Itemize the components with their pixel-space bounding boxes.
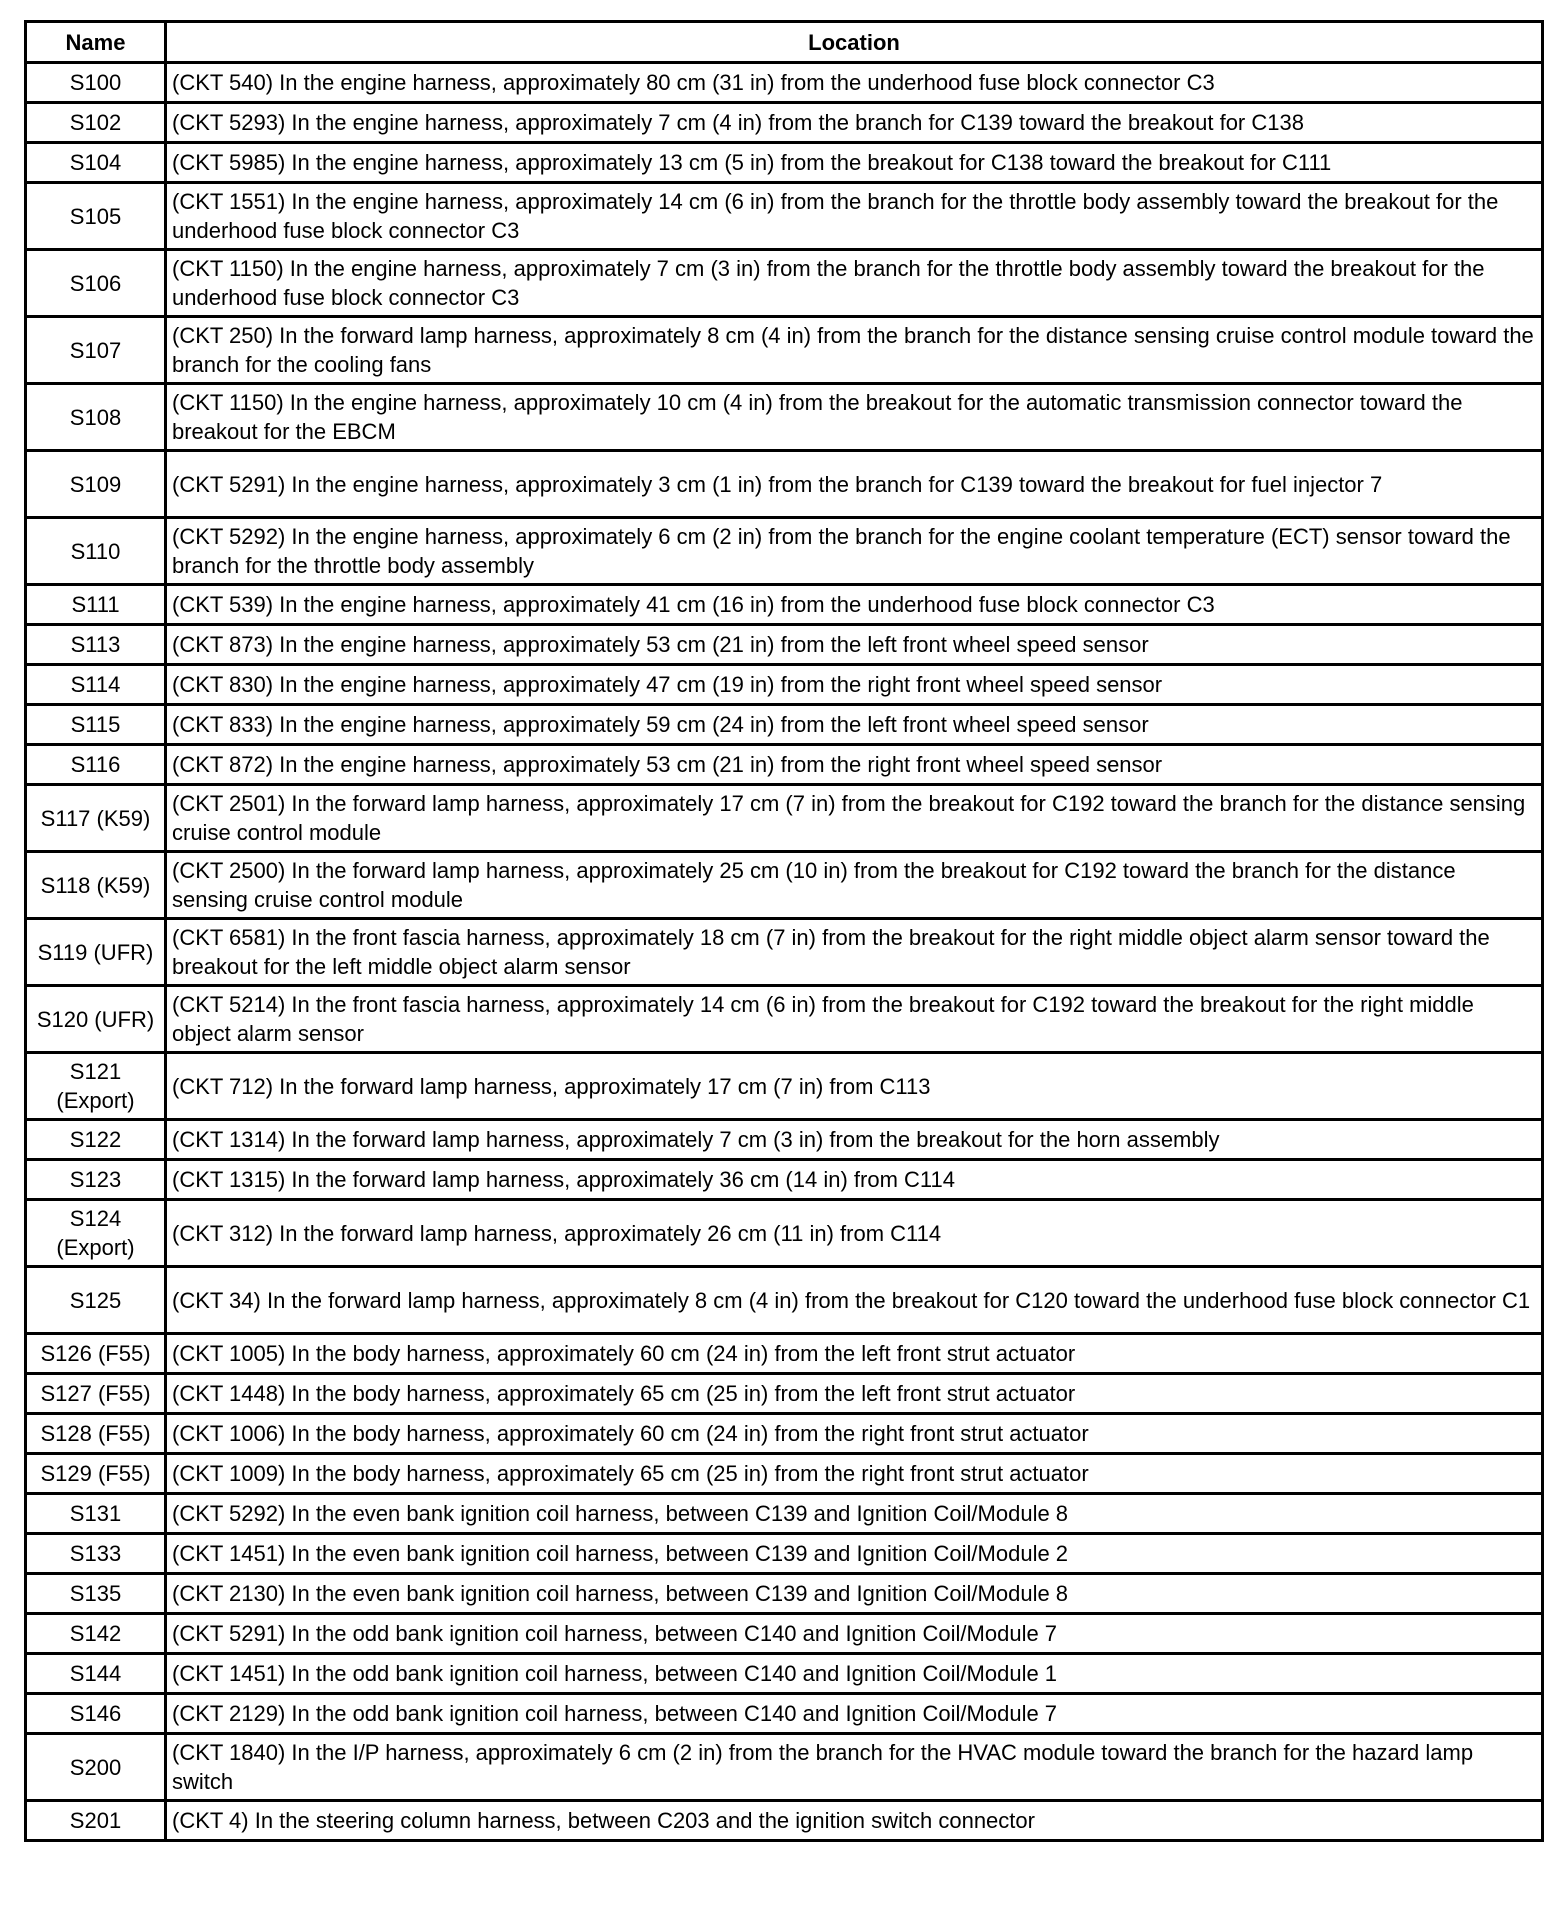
splice-name-cell: S133 xyxy=(26,1534,166,1574)
splice-location-cell: (CKT 1315) In the forward lamp harness, approximately 36 cm (14 in) from C114 xyxy=(166,1160,1543,1200)
splice-name-cell: S131 xyxy=(26,1494,166,1534)
splice-name-cell: S108 xyxy=(26,384,166,451)
table-row xyxy=(26,1334,1543,1374)
table-row xyxy=(26,1160,1543,1200)
splice-location-cell: (CKT 1006) In the body harness, approximately 60 cm (24 in) from the right front strut actuator xyxy=(166,1414,1543,1454)
table-row xyxy=(26,317,1543,384)
splice-name-cell: S115 xyxy=(26,705,166,745)
table-row xyxy=(26,852,1543,919)
splice-name-cell: S113 xyxy=(26,625,166,665)
splice-location-cell: (CKT 6581) In the front fascia harness, approximately 18 cm (7 in) from the breakout for the right middle object alarm sensor toward the breakout for the left middle object alarm sensor xyxy=(166,919,1543,986)
table-row xyxy=(26,1694,1543,1734)
splice-name-cell: S117 (K59) xyxy=(26,785,166,852)
splice-location-cell: (CKT 1314) In the forward lamp harness, approximately 7 cm (3 in) from the breakout for the horn assembly xyxy=(166,1120,1543,1160)
splice-name-cell: S114 xyxy=(26,665,166,705)
splice-name-cell: S125 xyxy=(26,1267,166,1334)
splice-location-cell: (CKT 5291) In the odd bank ignition coil harness, between C140 and Ignition Coil/Module 7 xyxy=(166,1614,1543,1654)
splice-name-cell: S144 xyxy=(26,1654,166,1694)
table-row xyxy=(26,745,1543,785)
table-row xyxy=(26,1120,1543,1160)
table-row xyxy=(26,384,1543,451)
splice-name-cell: S109 xyxy=(26,451,166,518)
splice-name-cell: S127 (F55) xyxy=(26,1374,166,1414)
table-body xyxy=(26,63,1543,1841)
table-row xyxy=(26,625,1543,665)
splice-name-cell: S118 (K59) xyxy=(26,852,166,919)
splice-location-cell: (CKT 1009) In the body harness, approximately 65 cm (25 in) from the right front strut actuator xyxy=(166,1454,1543,1494)
table-row xyxy=(26,1654,1543,1694)
table-row xyxy=(26,518,1543,585)
column-header-name: Name xyxy=(26,22,166,63)
table-row xyxy=(26,1414,1543,1454)
table-row xyxy=(26,1801,1543,1841)
table-row xyxy=(26,1614,1543,1654)
splice-location-cell: (CKT 4) In the steering column harness, between C203 and the ignition switch connector xyxy=(166,1801,1543,1841)
table-row xyxy=(26,1053,1543,1120)
splice-location-cell: (CKT 2500) In the forward lamp harness, approximately 25 cm (10 in) from the breakout for C192 toward the branch for the distance sensing cruise control module xyxy=(166,852,1543,919)
splice-name-cell: S142 xyxy=(26,1614,166,1654)
splice-location-cell: (CKT 830) In the engine harness, approximately 47 cm (19 in) from the right front wheel speed sensor xyxy=(166,665,1543,705)
splice-location-cell: (CKT 1448) In the body harness, approximately 65 cm (25 in) from the left front strut actuator xyxy=(166,1374,1543,1414)
table-row xyxy=(26,665,1543,705)
table-row xyxy=(26,986,1543,1053)
splice-name-cell: S135 xyxy=(26,1574,166,1614)
splice-location-cell: (CKT 1150) In the engine harness, approximately 7 cm (3 in) from the branch for the throttle body assembly toward the breakout for the underhood fuse block connector C3 xyxy=(166,250,1543,317)
splice-name-cell: S126 (F55) xyxy=(26,1334,166,1374)
splice-location-cell: (CKT 250) In the forward lamp harness, approximately 8 cm (4 in) from the branch for the distance sensing cruise control module toward the branch for the cooling fans xyxy=(166,317,1543,384)
splice-location-cell: (CKT 2130) In the even bank ignition coil harness, between C139 and Ignition Coil/Module 8 xyxy=(166,1574,1543,1614)
splice-name-cell: S102 xyxy=(26,103,166,143)
splice-location-cell: (CKT 2501) In the forward lamp harness, approximately 17 cm (7 in) from the breakout for C192 toward the branch for the distance sensing cruise control module xyxy=(166,785,1543,852)
splice-location-cell: (CKT 1840) In the I/P harness, approximately 6 cm (2 in) from the branch for the HVAC module toward the branch for the hazard lamp switch xyxy=(166,1734,1543,1801)
splice-name-cell: S105 xyxy=(26,183,166,250)
table-row xyxy=(26,585,1543,625)
splice-name-cell: S111 xyxy=(26,585,166,625)
splice-name-cell: S116 xyxy=(26,745,166,785)
splice-location-cell: (CKT 1005) In the body harness, approximately 60 cm (24 in) from the left front strut actuator xyxy=(166,1334,1543,1374)
splice-name-cell: S107 xyxy=(26,317,166,384)
splice-name-cell: S123 xyxy=(26,1160,166,1200)
table-row xyxy=(26,250,1543,317)
splice-name-cell: S122 xyxy=(26,1120,166,1160)
splice-location-cell: (CKT 539) In the engine harness, approximately 41 cm (16 in) from the underhood fuse block connector C3 xyxy=(166,585,1543,625)
splice-location-cell: (CKT 5214) In the front fascia harness, approximately 14 cm (6 in) from the breakout for C192 toward the breakout for the right middle object alarm sensor xyxy=(166,986,1543,1053)
table-row xyxy=(26,1734,1543,1801)
splice-name-cell: S121 (Export) xyxy=(26,1053,166,1120)
splice-name-cell: S124 (Export) xyxy=(26,1200,166,1267)
table-row xyxy=(26,785,1543,852)
splice-location-cell: (CKT 5292) In the even bank ignition coil harness, between C139 and Ignition Coil/Module 8 xyxy=(166,1494,1543,1534)
splice-location-cell: (CKT 712) In the forward lamp harness, approximately 17 cm (7 in) from C113 xyxy=(166,1053,1543,1120)
splice-name-cell: S119 (UFR) xyxy=(26,919,166,986)
table-row xyxy=(26,1200,1543,1267)
table-row xyxy=(26,919,1543,986)
table-row xyxy=(26,1534,1543,1574)
table-row xyxy=(26,1574,1543,1614)
table-row xyxy=(26,705,1543,745)
splice-location-cell: (CKT 873) In the engine harness, approximately 53 cm (21 in) from the left front wheel speed sensor xyxy=(166,625,1543,665)
table-row xyxy=(26,183,1543,250)
splice-name-cell: S128 (F55) xyxy=(26,1414,166,1454)
table-header-row xyxy=(26,22,1543,63)
splice-location-cell: (CKT 1451) In the even bank ignition coil harness, between C139 and Ignition Coil/Module 2 xyxy=(166,1534,1543,1574)
splice-location-cell: (CKT 5292) In the engine harness, approximately 6 cm (2 in) from the branch for the engine coolant temperature (ECT) sensor toward the branch for the throttle body assembly xyxy=(166,518,1543,585)
splice-name-cell: S110 xyxy=(26,518,166,585)
splice-location-cell: (CKT 34) In the forward lamp harness, approximately 8 cm (4 in) from the breakout for C120 toward the underhood fuse block connector C1 xyxy=(166,1267,1543,1334)
table-row xyxy=(26,1374,1543,1414)
table-row xyxy=(26,63,1543,103)
splice-name-cell: S104 xyxy=(26,143,166,183)
splice-name-cell: S201 xyxy=(26,1801,166,1841)
table-row xyxy=(26,451,1543,518)
splice-location-cell: (CKT 312) In the forward lamp harness, approximately 26 cm (11 in) from C114 xyxy=(166,1200,1543,1267)
splice-location-cell: (CKT 1451) In the odd bank ignition coil harness, between C140 and Ignition Coil/Module 1 xyxy=(166,1654,1543,1694)
splice-location-cell: (CKT 5985) In the engine harness, approximately 13 cm (5 in) from the breakout for C138 toward the breakout for C111 xyxy=(166,143,1543,183)
splice-location-cell: (CKT 1150) In the engine harness, approximately 10 cm (4 in) from the breakout for the automatic transmission connector toward the breakout for the EBCM xyxy=(166,384,1543,451)
table-row xyxy=(26,1267,1543,1334)
splice-location-cell: (CKT 2129) In the odd bank ignition coil harness, between C140 and Ignition Coil/Module 7 xyxy=(166,1694,1543,1734)
splice-name-cell: S120 (UFR) xyxy=(26,986,166,1053)
splice-location-cell: (CKT 1551) In the engine harness, approximately 14 cm (6 in) from the branch for the throttle body assembly toward the breakout for the underhood fuse block connector C3 xyxy=(166,183,1543,250)
splice-name-cell: S129 (F55) xyxy=(26,1454,166,1494)
table-row xyxy=(26,1454,1543,1494)
table-row xyxy=(26,143,1543,183)
splice-location-table xyxy=(24,20,1544,1842)
splice-name-cell: S100 xyxy=(26,63,166,103)
splice-location-cell: (CKT 833) In the engine harness, approximately 59 cm (24 in) from the left front wheel speed sensor xyxy=(166,705,1543,745)
splice-location-cell: (CKT 872) In the engine harness, approximately 53 cm (21 in) from the right front wheel speed sensor xyxy=(166,745,1543,785)
splice-location-cell: (CKT 5291) In the engine harness, approximately 3 cm (1 in) from the branch for C139 toward the breakout for fuel injector 7 xyxy=(166,451,1543,518)
splice-name-cell: S106 xyxy=(26,250,166,317)
table-row xyxy=(26,1494,1543,1534)
splice-name-cell: S146 xyxy=(26,1694,166,1734)
splice-name-cell: S200 xyxy=(26,1734,166,1801)
splice-location-cell: (CKT 540) In the engine harness, approximately 80 cm (31 in) from the underhood fuse block connector C3 xyxy=(166,63,1543,103)
table-row xyxy=(26,103,1543,143)
splice-location-cell: (CKT 5293) In the engine harness, approximately 7 cm (4 in) from the branch for C139 toward the breakout for C138 xyxy=(166,103,1543,143)
column-header-location: Location xyxy=(166,22,1543,63)
